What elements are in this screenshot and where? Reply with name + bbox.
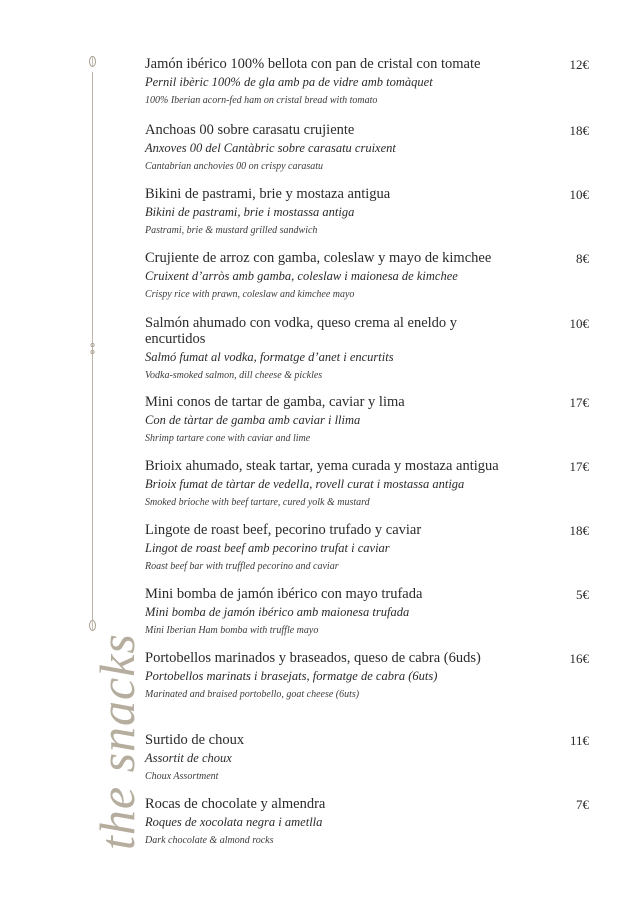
item-price: 17€ <box>569 395 589 410</box>
menu-item <box>145 394 605 445</box>
item-name: Mini conos de tartar de gamba, caviar y lima <box>145 394 405 410</box>
menu-item <box>145 250 605 301</box>
item-catalan: Assortit de choux <box>145 751 232 765</box>
item-price: 7€ <box>576 797 589 812</box>
menu-item <box>145 315 605 382</box>
item-english: Pastrami, brie & mustard grilled sandwich <box>145 225 318 236</box>
item-price: 10€ <box>569 316 589 331</box>
item-price: 8€ <box>576 251 589 266</box>
item-catalan: Bikini de pastrami, brie i mostassa antiga <box>145 205 355 219</box>
menu-item <box>145 186 605 237</box>
menu-item <box>145 56 605 107</box>
item-catalan: Salmó fumat al vodka, formatge d’anet i encurtits <box>145 350 394 364</box>
menu-item <box>145 650 605 701</box>
item-price: 10€ <box>569 187 589 202</box>
item-catalan: Roques de xocolata negra i ametlla <box>145 815 323 829</box>
item-price: 11€ <box>569 733 589 748</box>
item-name: Rocas de chocolate y almendra <box>145 796 326 812</box>
item-name: Portobellos marinados y braseados, queso de cabra (6uds) <box>145 650 481 666</box>
item-catalan: Anxoves 00 del Cantàbric sobre carasatu cruixent <box>145 141 396 155</box>
item-name: Crujiente de arroz con gamba, coleslaw y mayo de kimchee <box>145 250 492 266</box>
item-name: Anchoas 00 sobre carasatu crujiente <box>145 122 355 138</box>
item-english: Choux Assortment <box>145 771 219 782</box>
item-price: 12€ <box>569 57 589 72</box>
section-title: the snacks <box>89 633 145 850</box>
item-english: Cantabrian anchovies 00 on crispy carasatu <box>145 161 324 172</box>
item-name: Surtido de choux <box>145 732 245 748</box>
item-english: Shrimp tartare cone with caviar and lime <box>145 433 311 444</box>
leaf-ornament-icon <box>87 620 98 631</box>
item-english: Marinated and braised portobello, goat cheese (6uts) <box>145 689 360 700</box>
menu-item <box>145 122 605 173</box>
item-name: Jamón ibérico 100% bellota con pan de cristal con tomate <box>145 56 481 72</box>
menu-item <box>145 458 605 509</box>
menu-item <box>145 796 605 847</box>
item-price: 16€ <box>569 651 589 666</box>
diamond-ornament-icon <box>87 343 98 354</box>
item-english: Mini Iberian Ham bomba with truffle mayo <box>145 625 319 636</box>
leaf-ornament-icon <box>87 56 98 67</box>
item-english: Dark chocolate & almond rocks <box>145 835 274 846</box>
item-name: Bikini de pastrami, brie y mostaza antigua <box>145 186 391 202</box>
item-catalan: Brioix fumat de tàrtar de vedella, rovell curat i mostassa antiga <box>145 477 465 491</box>
item-name: Mini bomba de jamón ibérico con mayo trufada <box>145 586 423 602</box>
item-catalan: Pernil ibèric 100% de gla amb pa de vidre amb tomàquet <box>145 75 433 89</box>
item-catalan: Con de tàrtar de gamba amb caviar i llima <box>145 413 361 427</box>
item-price: 5€ <box>576 587 589 602</box>
item-price: 17€ <box>569 459 589 474</box>
item-english: Smoked brioche with beef tartare, cured yolk & mustard <box>145 497 370 508</box>
item-english: 100% Iberian acorn-fed ham on cristal bread with tomato <box>145 95 378 106</box>
item-english: Vodka-smoked salmon, dill cheese & pickles <box>145 370 323 381</box>
item-name: Lingote de roast beef, pecorino trufado y caviar <box>145 522 422 538</box>
item-price: 18€ <box>569 123 589 138</box>
item-name: Salmón ahumado con vodka, queso crema al eneldo y encurtidos <box>145 315 458 347</box>
item-catalan: Cruixent d’arròs amb gamba, coleslaw i maionesa de kimchee <box>145 269 458 283</box>
item-catalan: Lingot de roast beef amb pecorino trufat i caviar <box>145 541 390 555</box>
item-catalan: Mini bomba de jamón ibérico amb maionesa trufada <box>145 605 410 619</box>
item-catalan: Portobellos marinats i brasejats, formatge de cabra (6uts) <box>145 669 438 683</box>
item-english: Crispy rice with prawn, coleslaw and kimchee mayo <box>145 289 355 300</box>
menu-item <box>145 586 605 637</box>
menu-item <box>145 522 605 573</box>
menu-item <box>145 732 605 783</box>
item-price: 18€ <box>569 523 589 538</box>
item-name: Brioix ahumado, steak tartar, yema curada y mostaza antigua <box>145 458 499 474</box>
item-english: Roast beef bar with truffled pecorino and caviar <box>145 561 339 572</box>
